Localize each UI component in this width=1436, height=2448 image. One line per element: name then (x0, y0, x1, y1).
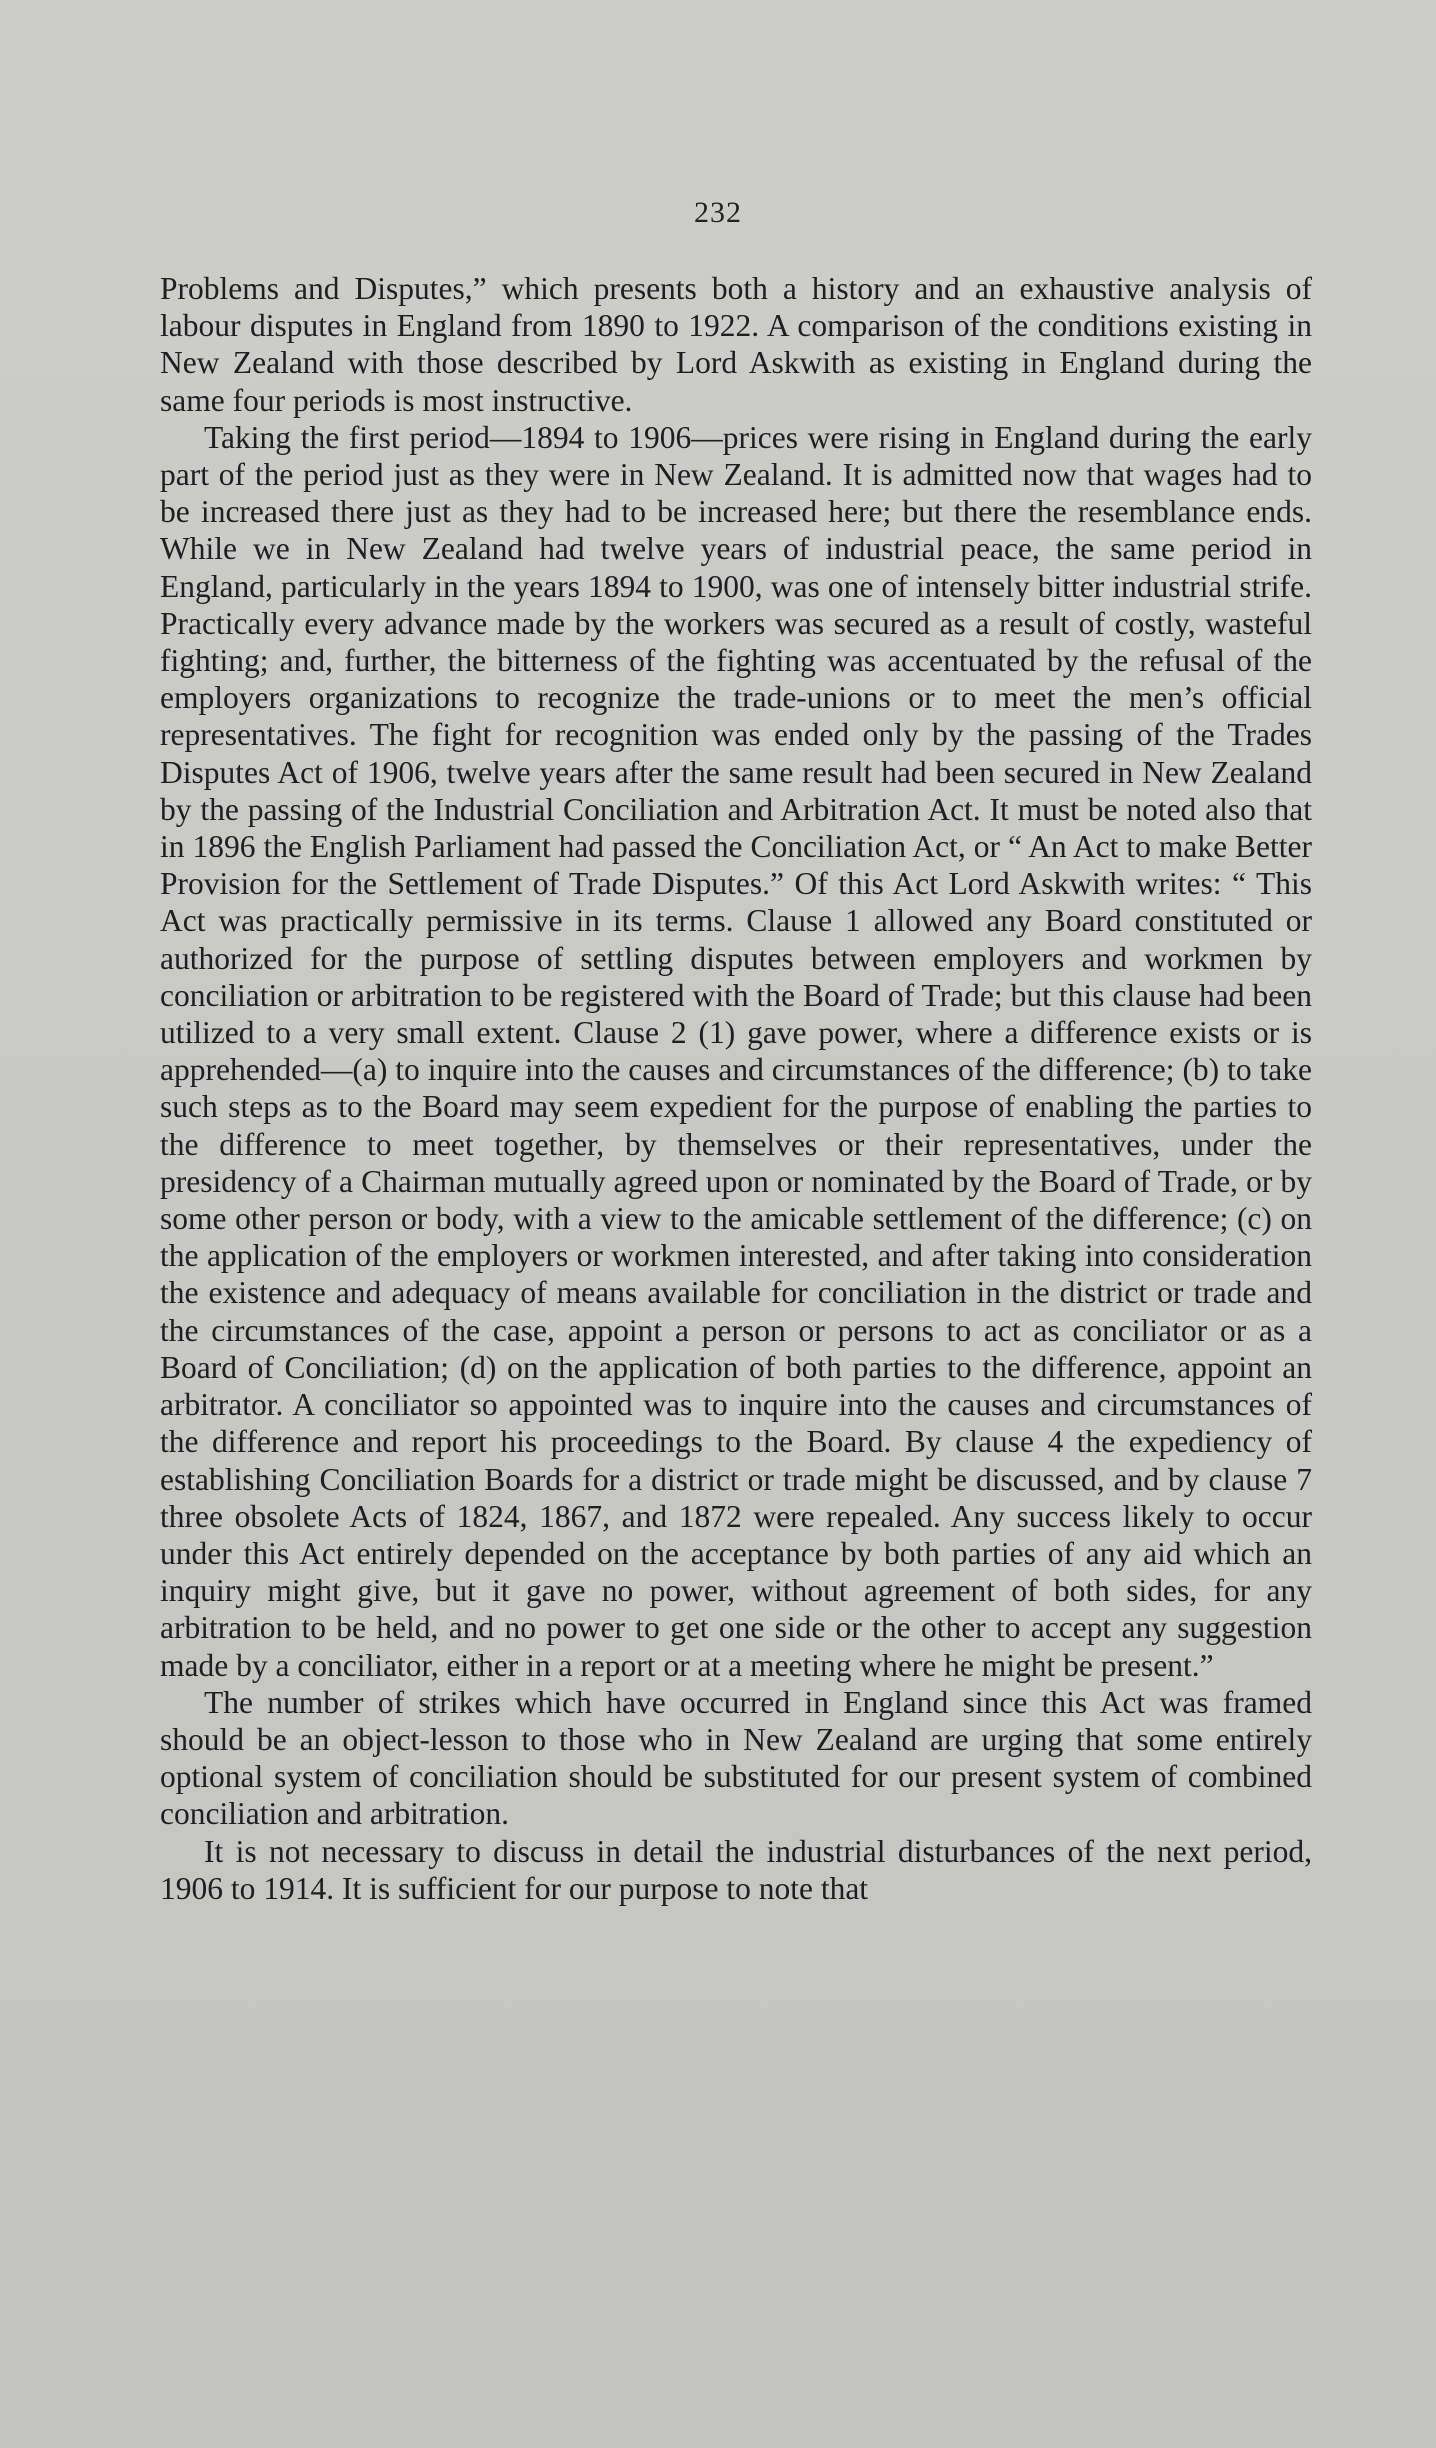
paragraph-strikes: The number of strikes which have occurred in England since this Act was framed should be an object-lesson to those who in New Zealand are urging that some entirely optional system of conciliation should be substituted for our present system of combined conciliation and arbitration. (160, 1684, 1312, 1832)
paragraph-first-period: Taking the first period—1894 to 1906—prices were rising in England during the early part of the period just as they were in New Zealand. It is admitted now that wages had to be increased there just as they had to be increased here; but there the resemblance ends. While we in New Zealand had twelve years of industrial peace, the same period in England, particularly in the years 1894 to 1900, was one of intensely bitter industrial strife. Practically every advance made by the workers was secured as a result of costly, wasteful fighting; and, further, the bitterness of the fighting was accentuated by the refusal of the employers organizations to recognize the trade-unions or to meet the men’s official representatives. The fight for recognition was ended only by the passing of the Trades Disputes Act of 1906, twelve years after the same result had been secured in New Zealand by the passing of the Industrial Conciliation and Arbitration Act. It must be noted also that in 1896 the English Parliament had passed the Conciliation Act, or “ An Act to make Better Provision for the Settlement of Trade Disputes.” Of this Act Lord Askwith writes: “ This Act was practically permissive in its terms. Clause 1 allowed any Board constituted or authorized for the purpose of settling disputes between employers and workmen by conciliation or arbitration to be registered with the Board of Trade; but this clause had been utilized to a very small extent. Clause 2 (1) gave power, where a difference exists or is apprehended—(a) to inquire into the causes and circumstances of the difference; (b) to take such steps as to the Board may seem expedient for the purpose of enabling the parties to the difference to meet together, by themselves or their representatives, under the presidency of a Chairman mutually agreed upon or nominated by the Board of Trade, or by some other person or body, with a view to the amicable settlement of the difference; (c) on the application of the employers or workmen interested, and after taking into consideration the existence and adequacy of means available for conciliation in the district or trade and the circumstances of the case, appoint a person or persons to act as conciliator or as a Board of Conciliation; (d) on the application of both parties to the difference, appoint an arbitrator. A conciliator so appointed was to inquire into the causes and circumstances of the difference and report his proceedings to the Board. By clause 4 the expediency of establishing Conciliation Boards for a district or trade might be discussed, and by clause 7 three obsolete Acts of 1824, 1867, and 1872 were repealed. Any success likely to occur under this Act entirely depended on the acceptance by both parties of any aid which an inquiry might give, but it gave no power, without agreement of both sides, for any arbitration to be held, and no power to get one side or the other to accept any suggestion made by a conciliator, either in a report or at a meeting where he might be present.” (160, 419, 1312, 1683)
paragraph-next-period: It is not necessary to discuss in detail the industrial disturbances of the next period, 1906 to 1914. It is sufficient for our purpose to note that (160, 1833, 1312, 1906)
paragraph-continued: Problems and Disputes,” which presents both a history and an exhaustive analysis of labour disputes in England from 1890 to 1922. A comparison of the conditions existing in New Zealand with those described by Lord Askwith as existing in England during the same four periods is most instructive. (160, 271, 1312, 418)
page-number: 232 (694, 196, 742, 229)
body-text (160, 270, 1312, 1907)
